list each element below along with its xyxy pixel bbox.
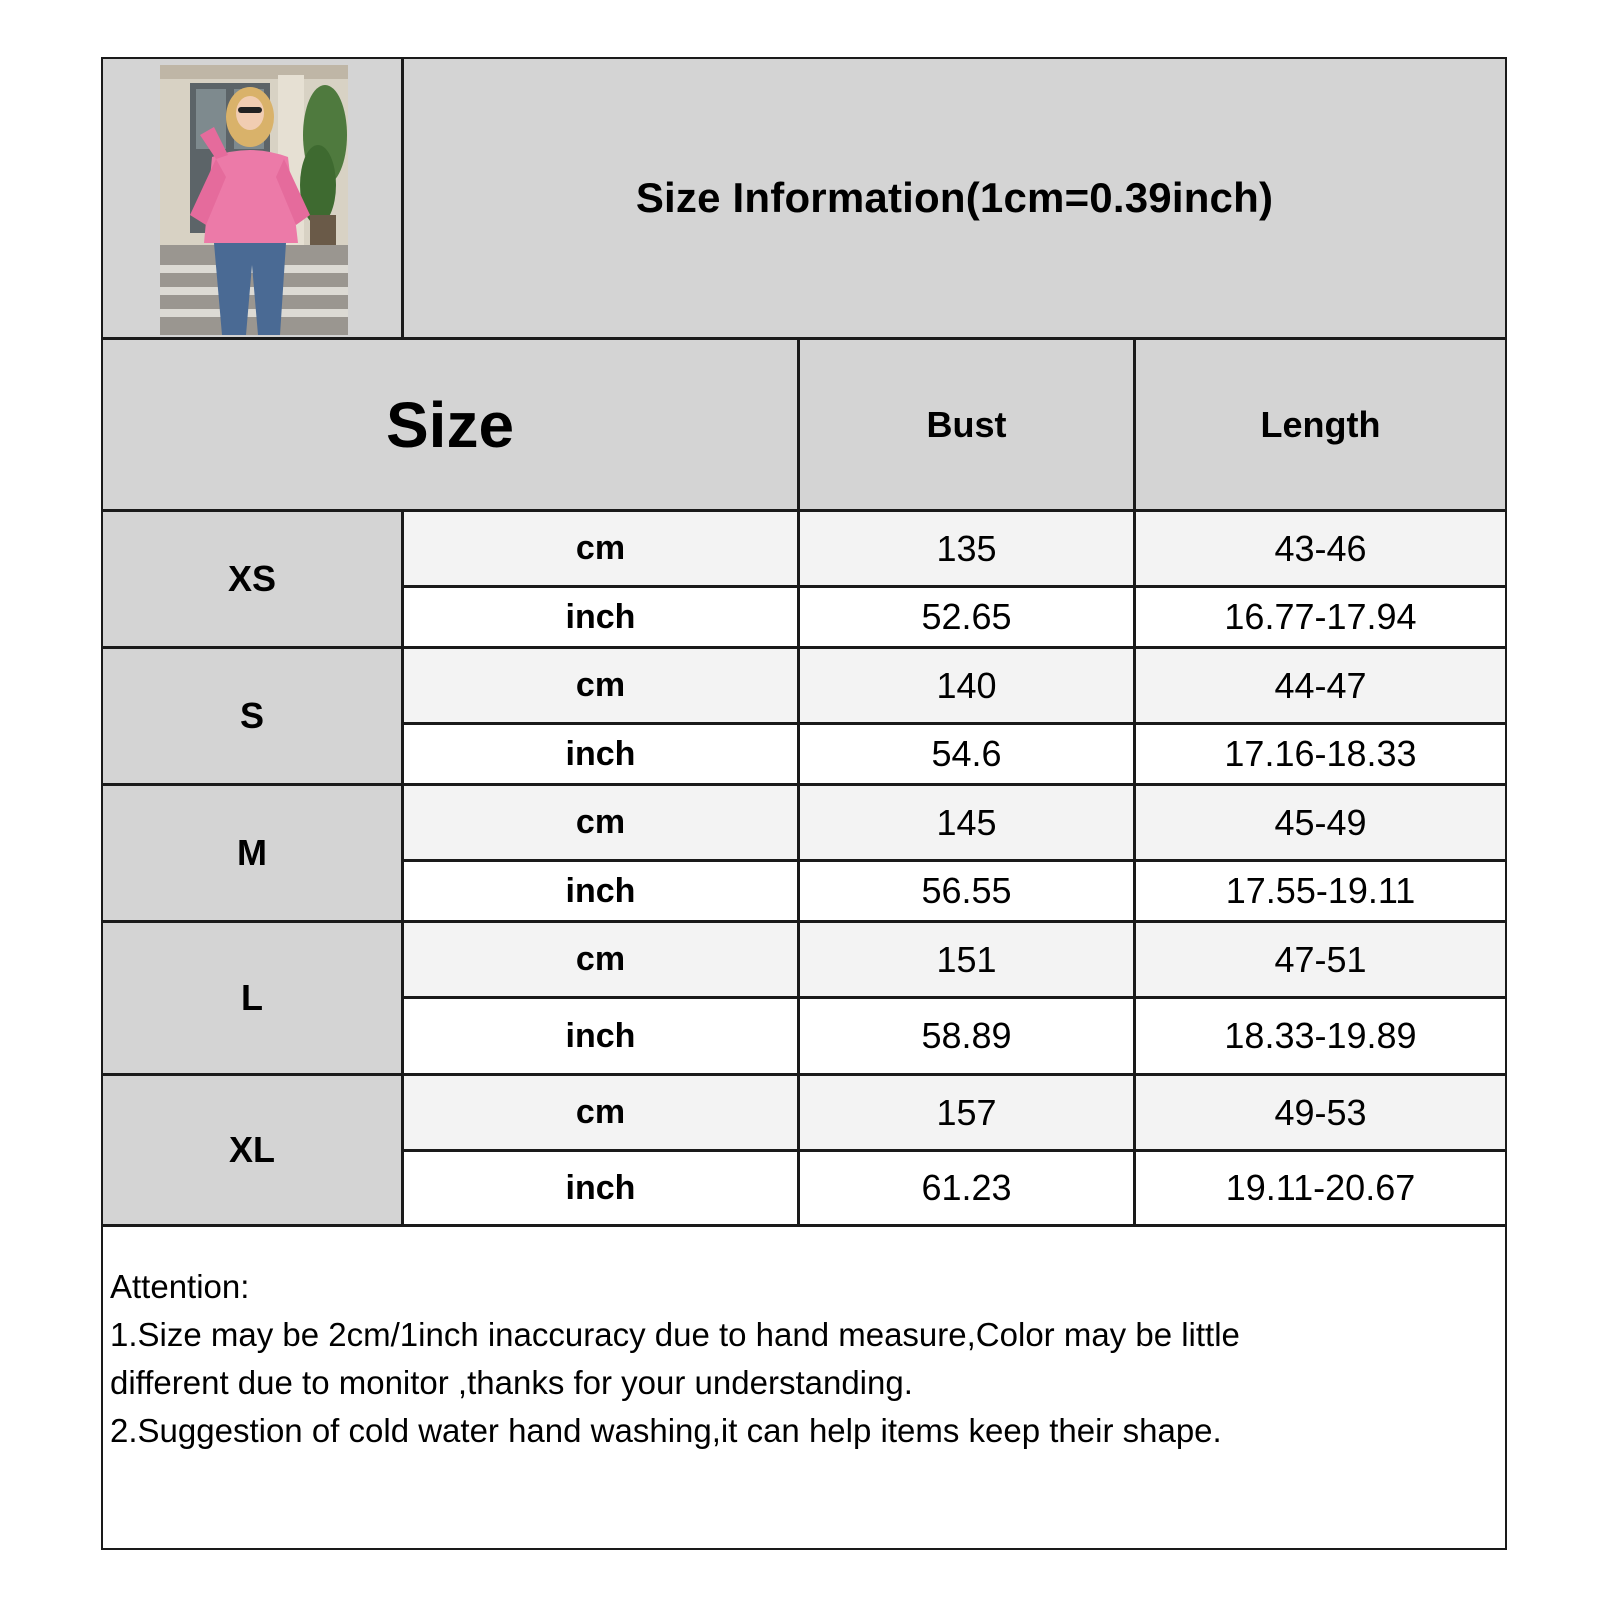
bust-value: 56.55 (921, 870, 1012, 911)
unit-label: inch (565, 734, 636, 773)
length-value: 16.77-17.94 (1224, 596, 1417, 637)
size-label-cell (103, 1076, 401, 1224)
divider (103, 1224, 1505, 1227)
length-cell (1136, 862, 1505, 920)
bust-cell (800, 649, 1133, 722)
size-chart (101, 57, 1507, 1550)
unit-cell (404, 786, 797, 859)
bust-value: 61.23 (921, 1167, 1012, 1208)
size-label: M (237, 832, 267, 873)
header-size-cell (103, 340, 797, 509)
unit-label: cm (575, 940, 626, 978)
divider (103, 783, 1505, 786)
header-bust: Bust (926, 403, 1007, 445)
bust-cell (800, 588, 1133, 646)
size-label: L (241, 977, 263, 1018)
bust-value: 54.6 (931, 733, 1002, 774)
length-value: 49-53 (1274, 1091, 1367, 1133)
size-label: XS (227, 558, 277, 599)
page-title: Size Information(1cm=0.39inch) (635, 174, 1274, 221)
divider (404, 996, 1505, 999)
unit-label: inch (565, 1168, 636, 1207)
length-cell (1136, 512, 1505, 585)
divider (401, 509, 404, 1224)
divider (404, 1149, 1505, 1152)
unit-cell (404, 512, 797, 585)
unit-cell (404, 588, 797, 646)
length-cell (1136, 1152, 1505, 1224)
bust-value: 145 (936, 801, 997, 843)
bust-cell (800, 725, 1133, 783)
length-cell (1136, 923, 1505, 996)
bust-value: 135 (936, 527, 997, 569)
size-label-cell (103, 649, 401, 783)
unit-cell (404, 649, 797, 722)
bust-value: 157 (936, 1091, 997, 1133)
bust-cell (800, 999, 1133, 1073)
length-value: 43-46 (1274, 527, 1367, 569)
length-value: 44-47 (1274, 664, 1367, 706)
title-cell (404, 59, 1505, 337)
length-value: 45-49 (1274, 801, 1367, 843)
divider (103, 509, 1505, 512)
divider (404, 859, 1505, 862)
length-cell (1136, 649, 1505, 722)
unit-label: cm (575, 803, 626, 841)
notes-section (110, 1263, 1490, 1455)
notes-line: different due to monitor ,thanks for your understanding. (110, 1364, 913, 1401)
unit-label: cm (575, 666, 626, 704)
size-label: S (239, 695, 264, 736)
divider (404, 722, 1505, 725)
divider (404, 585, 1505, 588)
unit-cell (404, 1152, 797, 1224)
length-cell (1136, 725, 1505, 783)
bust-cell (800, 1152, 1133, 1224)
unit-cell (404, 923, 797, 996)
bust-value: 58.89 (921, 1015, 1012, 1056)
product-photo (160, 65, 348, 335)
unit-label: cm (575, 529, 626, 567)
length-value: 18.33-19.89 (1224, 1015, 1417, 1056)
bust-value: 52.65 (921, 596, 1012, 637)
unit-label: inch (565, 1016, 636, 1055)
bust-cell (800, 786, 1133, 859)
length-cell (1136, 1076, 1505, 1149)
unit-cell (404, 1076, 797, 1149)
divider (401, 59, 404, 337)
divider (103, 337, 1505, 340)
header-size: Size (385, 388, 515, 461)
header-length-cell (1136, 340, 1505, 509)
length-cell (1136, 588, 1505, 646)
notes-heading: Attention: (110, 1268, 250, 1305)
bust-value: 140 (936, 664, 997, 706)
notes-line: 1.Size may be 2cm/1inch inaccuracy due to hand measure,Color may be little (110, 1316, 1240, 1353)
unit-cell (404, 862, 797, 920)
unit-label: inch (565, 871, 636, 910)
unit-cell (404, 999, 797, 1073)
length-cell (1136, 786, 1505, 859)
bust-cell (800, 862, 1133, 920)
header-length: Length (1260, 403, 1381, 445)
divider (103, 1073, 1505, 1076)
length-value: 17.16-18.33 (1224, 733, 1417, 774)
header-bust-cell (800, 340, 1133, 509)
unit-cell (404, 725, 797, 783)
divider (103, 920, 1505, 923)
size-label-cell (103, 923, 401, 1073)
size-label-cell (103, 512, 401, 646)
bust-cell (800, 923, 1133, 996)
size-label: XL (228, 1129, 275, 1170)
length-value: 47-51 (1274, 938, 1367, 980)
divider (1133, 337, 1136, 1224)
divider (797, 337, 800, 1224)
bust-cell (800, 1076, 1133, 1149)
size-label-cell (103, 786, 401, 920)
bust-cell (800, 512, 1133, 585)
unit-label: inch (565, 597, 636, 636)
notes-line: 2.Suggestion of cold water hand washing,it can help items keep their shape. (110, 1412, 1222, 1449)
length-cell (1136, 999, 1505, 1073)
length-value: 17.55-19.11 (1225, 870, 1416, 911)
bust-value: 151 (936, 938, 997, 980)
length-value: 19.11-20.67 (1225, 1167, 1416, 1208)
unit-label: cm (575, 1093, 626, 1131)
divider (103, 646, 1505, 649)
